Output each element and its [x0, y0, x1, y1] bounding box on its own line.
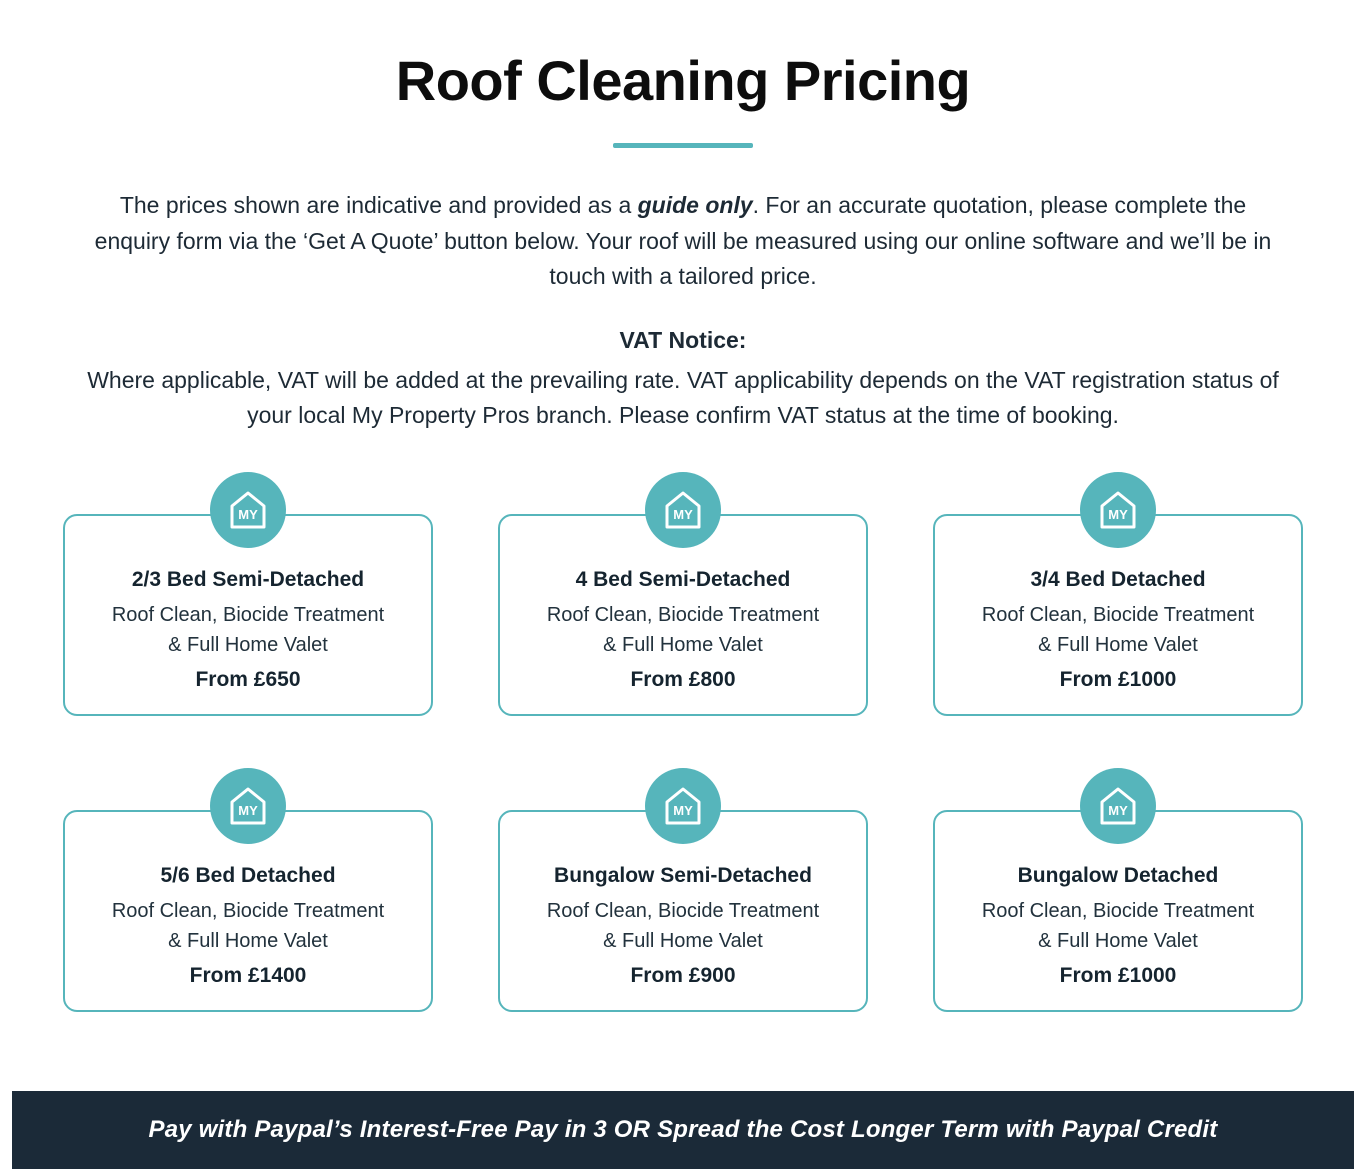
house-my-icon	[210, 472, 286, 548]
svg-text:MY: MY	[673, 802, 693, 818]
pricing-card	[63, 768, 433, 1012]
pricing-card-desc-line2: & Full Home Valet	[1038, 633, 1198, 656]
pricing-card-desc-line1: Roof Clean, Biocide Treatment	[981, 899, 1255, 922]
svg-text:MY: MY	[1108, 506, 1128, 522]
house-my-icon	[1080, 472, 1156, 548]
pricing-card-desc-line1: Roof Clean, Biocide Treatment	[546, 899, 820, 922]
svg-text:MY: MY	[1108, 802, 1128, 818]
pricing-card-title: Bungalow Detached	[1017, 863, 1219, 887]
house-my-icon	[1080, 768, 1156, 844]
pricing-card-title: Bungalow Semi-Detached	[554, 863, 812, 887]
svg-text:MY: MY	[673, 506, 693, 522]
pricing-card-price: From £1400	[189, 963, 307, 987]
house-my-icon	[210, 768, 286, 844]
house-my-icon	[645, 768, 721, 844]
vat-notice-title: VAT Notice:	[619, 326, 747, 353]
pricing-card-price: From £800	[630, 667, 736, 691]
pricing-card-title: 3/4 Bed Detached	[1030, 567, 1206, 591]
intro-text-part1: The prices shown are indicative and provided as a	[119, 192, 638, 218]
pricing-card	[933, 768, 1303, 1012]
pricing-card-desc-line2: & Full Home Valet	[1038, 929, 1198, 952]
pricing-card	[63, 472, 433, 716]
pricing-card-title: 5/6 Bed Detached	[160, 863, 336, 887]
pricing-card	[933, 472, 1303, 716]
paypal-banner-text: Pay with Paypal’s Interest-Free Pay in 3 OR Spread the Cost Longer Term with Paypal Credit	[148, 1116, 1218, 1143]
pricing-card-desc-line2: & Full Home Valet	[603, 929, 763, 952]
svg-text:MY: MY	[238, 802, 258, 818]
pricing-card-desc-line1: Roof Clean, Biocide Treatment	[111, 899, 385, 922]
intro-paragraph	[93, 188, 1273, 295]
pricing-card-price: From £650	[195, 667, 301, 691]
pricing-card-desc-line2: & Full Home Valet	[168, 633, 328, 656]
pricing-card-price: From £900	[630, 963, 736, 987]
intro-emphasis: guide only	[637, 192, 753, 218]
pricing-card-title: 4 Bed Semi-Detached	[575, 567, 791, 591]
paypal-banner	[12, 1091, 1354, 1169]
pricing-card-desc-line1: Roof Clean, Biocide Treatment	[111, 603, 385, 626]
page-title: Roof Cleaning Pricing	[395, 49, 971, 112]
svg-text:MY: MY	[238, 506, 258, 522]
vat-notice	[68, 323, 1298, 434]
pricing-card-price: From £1000	[1059, 667, 1177, 691]
pricing-card-grid	[63, 472, 1303, 1012]
vat-notice-body: Where applicable, VAT will be added at the prevailing rate. VAT applicability depends on the VAT registration status of your local My Property Pros branch. Please confirm VAT status at the time of booking.	[87, 366, 1279, 429]
pricing-card-price: From £1000	[1059, 963, 1177, 987]
house-my-icon	[645, 472, 721, 548]
pricing-card-title: 2/3 Bed Semi-Detached	[131, 567, 365, 591]
pricing-card-desc-line1: Roof Clean, Biocide Treatment	[981, 603, 1255, 626]
pricing-card	[498, 768, 868, 1012]
intro-text-part2: . For an accurate quotation, please complete the enquiry form via the ‘Get A Quote’ button below. Your roof will be measured using our online software and we’ll be in touch with a tailored price.	[94, 192, 1272, 290]
title-divider	[613, 143, 753, 148]
pricing-card-desc-line1: Roof Clean, Biocide Treatment	[546, 603, 820, 626]
pricing-card	[498, 472, 868, 716]
pricing-card-desc-line2: & Full Home Valet	[168, 929, 328, 952]
pricing-card-desc-line2: & Full Home Valet	[603, 633, 763, 656]
